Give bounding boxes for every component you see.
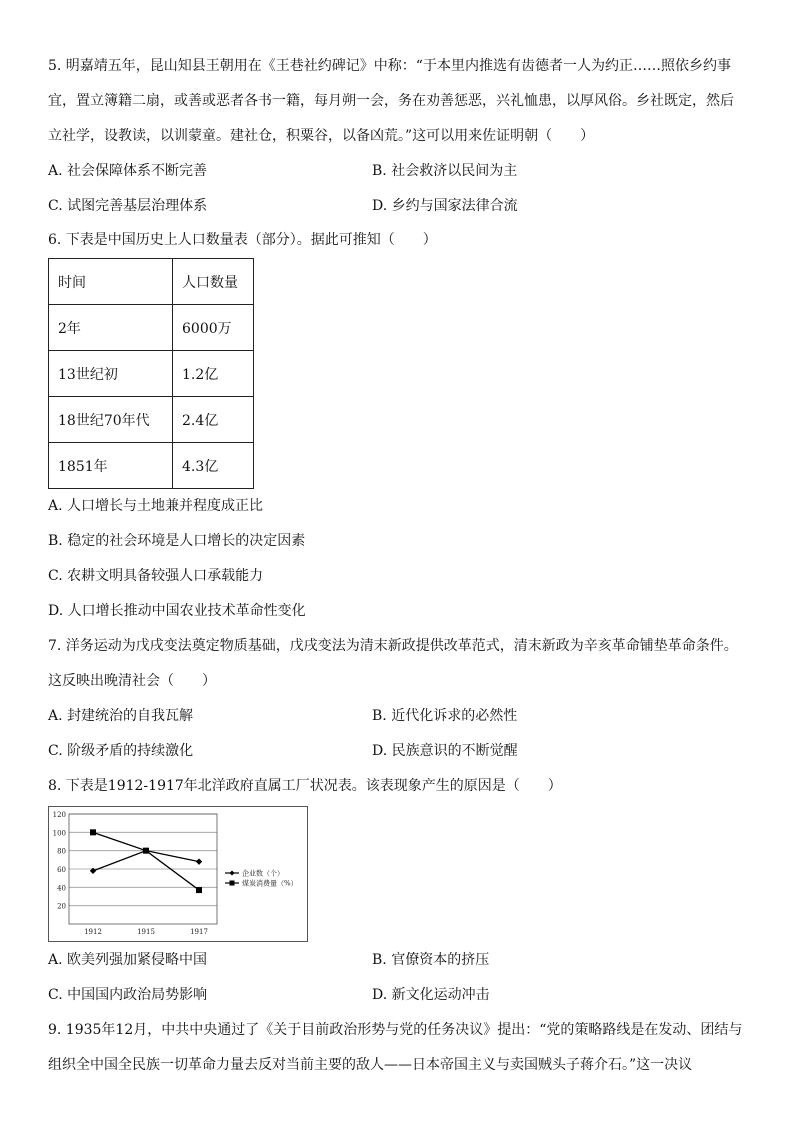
legend-marker — [230, 871, 235, 876]
y-tick-label: 40 — [57, 884, 66, 893]
legend-marker — [230, 881, 235, 886]
q5-option-d: D. 乡约与国家法律合流 — [372, 198, 518, 214]
q8-stem: 8. 下表是1912-1917年北洋政府直属工厂状况表。该表现象产生的原因是（ ） — [48, 778, 562, 794]
data-point — [90, 829, 96, 835]
table-header-cell: 时间 — [49, 259, 173, 305]
q5-stem-line-2: 宜，置立簿籍二扇，或善或恶者各书一籍，每月朔一会，务在劝善惩恶，兴礼恤患，以厚风俗。乡社既定，然后 — [48, 93, 734, 109]
y-tick-label: 20 — [57, 902, 66, 911]
table-cell: 2.4亿 — [173, 397, 254, 443]
chart-svg — [49, 807, 307, 941]
q6-stem: 6. 下表是中国历史上人口数量表（部分）。据此可推知（ ） — [48, 232, 437, 248]
q7-option-b: B. 近代化诉求的必然性 — [372, 708, 518, 724]
data-point — [196, 858, 202, 864]
q6-option-b: B. 稳定的社会环境是人口增长的决定因素 — [48, 533, 306, 549]
table-row — [49, 305, 254, 351]
table-cell: 6000万 — [173, 305, 254, 351]
data-point — [196, 887, 202, 893]
x-tick-label: 1915 — [137, 928, 155, 936]
q5-stem-line-1: 5. 明嘉靖五年，昆山知县王朝用在《王巷社约碑记》中称：“于本里内推选有齿德者一人为约正……照依乡约事 — [48, 58, 731, 74]
q7-stem-line-1: 7. 洋务运动为戊戌变法奠定物质基础，戊戌变法为清末新政提供改革范式，清末新政为辛亥革命铺垫革命条件。 — [48, 638, 738, 654]
y-tick-label: 80 — [57, 847, 66, 856]
table-cell: 1851年 — [49, 443, 173, 489]
q5-option-a: A. 社会保障体系不断完善 — [48, 163, 208, 179]
q8-option-d: D. 新文化运动冲击 — [372, 987, 490, 1003]
x-tick-label: 1912 — [84, 928, 102, 936]
table-cell: 1.2亿 — [173, 351, 254, 397]
y-tick-label: 120 — [52, 811, 66, 819]
legend-label: 煤炭消费量（%） — [242, 879, 298, 888]
legend-label: 企业数（个） — [242, 869, 284, 878]
data-point — [143, 848, 149, 854]
q7-option-a: A. 封建统治的自我瓦解 — [48, 708, 194, 724]
factory-line-chart — [48, 806, 308, 942]
table-cell: 2年 — [49, 305, 173, 351]
q7-option-c: C. 阶级矛盾的持续激化 — [48, 743, 194, 759]
x-tick-label: 1917 — [190, 928, 208, 936]
series-line — [93, 832, 199, 890]
table-row — [49, 443, 254, 489]
y-tick-label: 60 — [57, 866, 66, 874]
population-table — [48, 258, 254, 489]
table-cell: 18世纪70年代 — [49, 397, 173, 443]
q6-option-c: C. 农耕文明具备较强人口承载能力 — [48, 568, 264, 584]
q9-stem-line-1: 9. 1935年12月，中共中央通过了《关于目前政治形势与党的任务决议》提出：“党的策略路线是在发动、团结与 — [48, 1022, 743, 1038]
table-header-row — [49, 259, 254, 305]
q9-stem-line-2: 组织全中国全民族一切革命力量去反对当前主要的敌人——日本帝国主义与卖国贼头子蒋介石。”这一决议 — [48, 1057, 693, 1073]
table-header-cell: 人口数量 — [173, 259, 254, 305]
data-point — [90, 868, 96, 874]
y-tick-label: 100 — [52, 829, 66, 838]
q5-option-c: C. 试图完善基层治理体系 — [48, 198, 208, 214]
table-cell: 13世纪初 — [49, 351, 173, 397]
table-row — [49, 351, 254, 397]
q6-option-a: A. 人口增长与土地兼并程度成正比 — [48, 498, 264, 514]
q5-option-b: B. 社会救济以民间为主 — [372, 163, 518, 179]
q6-option-d: D. 人口增长推动中国农业技术革命性变化 — [48, 603, 306, 619]
q5-stem-line-3: 立社学，设教读，以训蒙童。建社仓，积粟谷，以备凶荒。”这可以用来佐证明朝（ ） — [48, 128, 595, 144]
q7-option-d: D. 民族意识的不断觉醒 — [372, 743, 518, 759]
q8-option-c: C. 中国国内政治局势影响 — [48, 987, 208, 1003]
table-cell: 4.3亿 — [173, 443, 254, 489]
table-row — [49, 397, 254, 443]
q8-option-b: B. 官僚资本的挤压 — [372, 952, 490, 968]
q7-stem-line-2: 这反映出晚清社会（ ） — [48, 673, 216, 689]
q8-option-a: A. 欧美列强加紧侵略中国 — [48, 952, 208, 968]
